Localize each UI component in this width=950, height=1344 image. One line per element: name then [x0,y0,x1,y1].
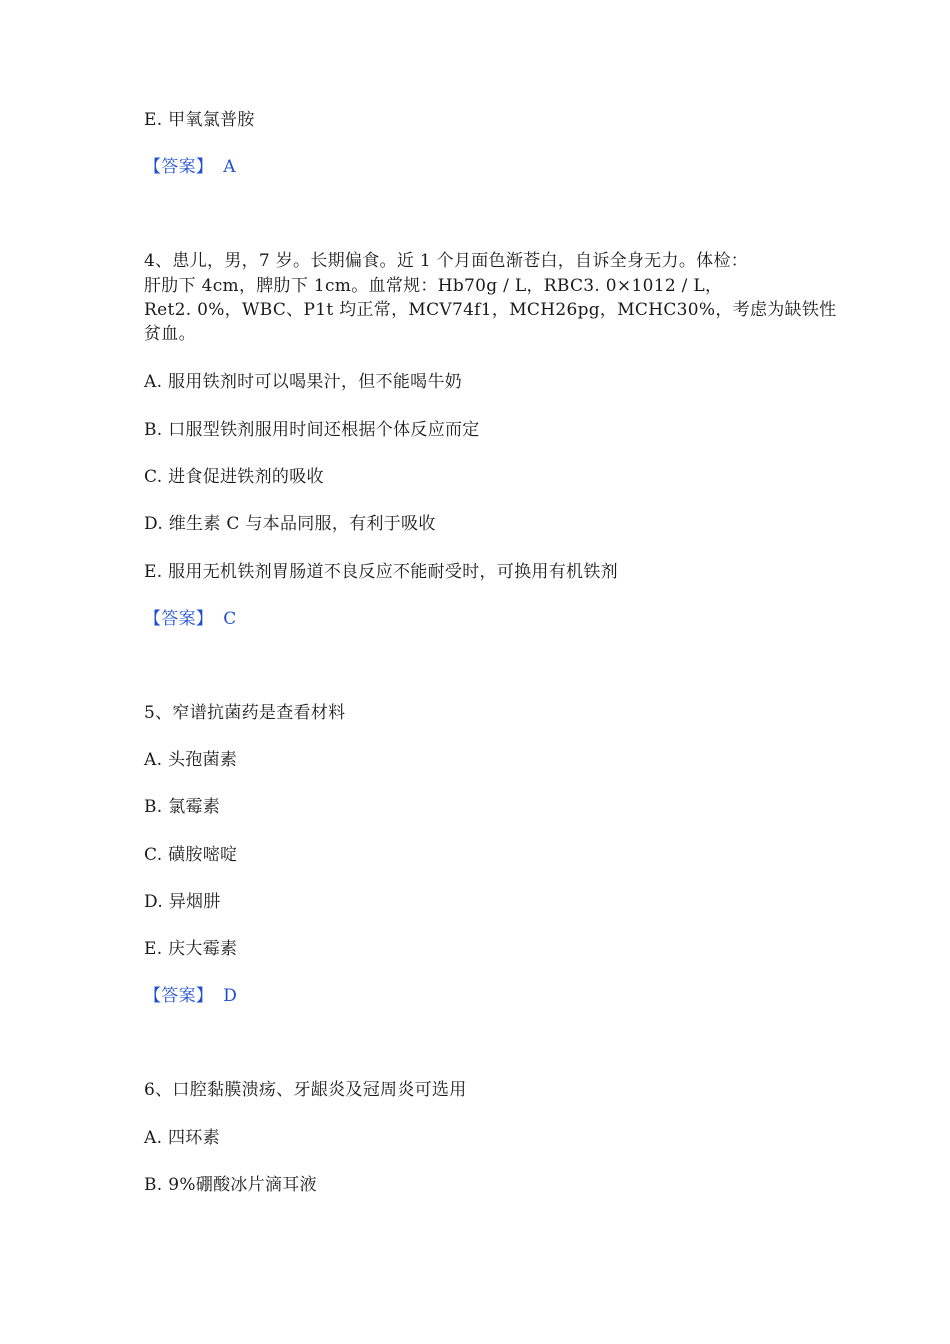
q4-answer [144,607,237,631]
q5-option-c: C. 磺胺嘧啶 [144,845,238,865]
q4-option-b: B. 口服型铁剂服用时间还根据个体反应而定 [144,420,480,440]
q5-option-d: D. 异烟肼 [144,892,221,912]
answer-label: 【答案】 [144,157,214,177]
q4-stem-line-2: 肝肋下 4cm，脾肋下 1cm。血常规：Hb70g / L，RBC3. 0×1012 / L， [144,276,723,296]
answer-label: 【答案】 [144,609,214,629]
q4-stem-line-1: 4、患儿，男，7 岁。长期偏食。近 1 个月面色渐苍白，自诉全身无力。体检： [144,251,749,271]
answer-value: D [223,986,238,1006]
answer-value: A [223,157,236,177]
q6-option-b: B. 9%硼酸冰片滴耳液 [144,1175,317,1195]
q3-answer [144,155,236,179]
q5-option-e: E. 庆大霉素 [144,939,238,959]
q3-option-e: E. 甲氧氯普胺 [144,110,255,130]
q5-answer [144,984,237,1008]
q4-option-a: A. 服用铁剂时可以喝果汁，但不能喝牛奶 [144,372,463,392]
q4-option-c: C. 进食促进铁剂的吸收 [144,467,324,487]
q4-option-e: E. 服用无机铁剂胃肠道不良反应不能耐受时，可换用有机铁剂 [144,562,618,582]
q5-option-b: B. 氯霉素 [144,797,221,817]
q4-stem-line-3: Ret2. 0%，WBC、P1t 均正常，MCV74f1，MCH26pg，MCHC30%，考虑为缺铁性 [144,300,837,320]
q5-stem: 5、窄谱抗菌药是查看材料 [144,703,346,723]
q4-option-d: D. 维生素 C 与本品同服，有利于吸收 [144,514,436,534]
answer-label: 【答案】 [144,986,214,1006]
q6-option-a: A. 四环素 [144,1128,220,1148]
q6-stem: 6、口腔黏膜溃疡、牙龈炎及冠周炎可选用 [144,1080,467,1100]
q4-stem-line-4: 贫血。 [144,324,196,344]
answer-value: C [223,609,237,629]
q5-option-a: A. 头孢菌素 [144,750,238,770]
